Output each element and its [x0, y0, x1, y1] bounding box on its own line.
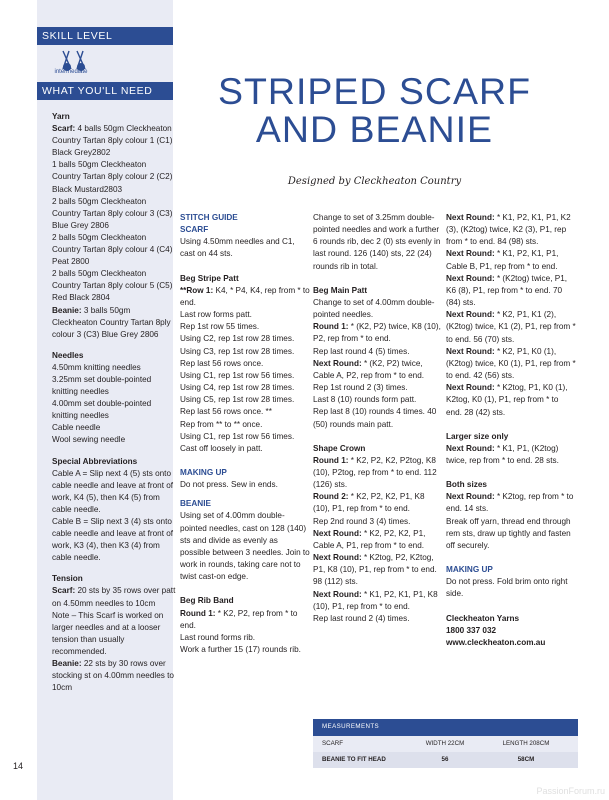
round-instruction: Next Round: * K2, P2, K2, P1, Cable A, P1, rep from * to end. [313, 528, 426, 550]
round-instruction: Round 1: * K2, P2, K2, P2tog, K8 (10), P2tog, rep from * to end. 112 (126) sts. [313, 455, 437, 490]
instruction-line: Rep from ** to ** once. [180, 419, 263, 429]
contact-phone: 1800 337 032 [446, 625, 497, 635]
instruction-text: Using 4.50mm needles and C1, cast on 44 sts. [180, 237, 295, 259]
pattern-column-1 [180, 212, 310, 656]
contact-name: Cleckheaton Yarns [446, 613, 520, 623]
instruction-line: Using C5, rep 1st row 28 times. [180, 395, 295, 405]
yarn-line: 1 balls 50gm Cleckheaton Country Tartan 8ply colour 2 (C2) Black Mustard2803 [52, 160, 173, 194]
instruction-text: Rep last round 2 (4) times. [313, 613, 410, 623]
round-instruction: Next Round: * K1, P2, K1, P1, K2 (3), (K2tog) twice, K2 (3), P1, rep from * to end. 84 (98) sts. [446, 213, 571, 247]
instruction-line: Rep last 56 rows once. ** [180, 407, 272, 417]
scarf-length: LENGTH 208CM [502, 740, 550, 747]
round-instruction: Next Round: * K2tog, P2, K2tog, P1, K8 (10), P1, rep from * to end. 98 (112) sts. [313, 553, 437, 587]
shape-crown-heading: Shape Crown [313, 443, 366, 453]
making-up-heading: MAKING UP [446, 565, 493, 575]
round-instruction: Next Round: * K2, P1, K0 (1), (K2tog) twice, K0 (1), P1, rep from * to end. 42 (56) sts. [446, 346, 576, 381]
page-title: STRIPED SCARF AND BEANIE [217, 70, 532, 150]
main-patt-heading: Beg Main Patt [313, 285, 368, 295]
round-instruction: Next Round: * (K2, P2) twice, Cable A, P2, rep from * to end. [313, 358, 425, 380]
scarf-label: SCARF [322, 740, 343, 747]
designer-byline: Designed by Cleckheaton Country [287, 176, 462, 187]
instruction-line: Rep last 56 rows once. [180, 358, 264, 368]
instruction-line: Cast off loosely in patt. [180, 443, 263, 453]
skill-level-value: intermediate [54, 69, 88, 75]
contact-website[interactable]: www.cleckheaton.com.au [446, 637, 546, 647]
round-instruction: Next Round: * K2tog, P1, K0 (1), K2tog, K0 (1), P1, rep from * to end. 28 (42) sts. [446, 383, 568, 417]
scarf-width: WIDTH 22CM [425, 740, 465, 747]
yarn-scarf: Scarf: 4 balls 50gm Cleckheaton Country Tartan 8ply colour 1 (C1) Black Grey2802 [52, 124, 173, 158]
making-up-heading: MAKING UP [180, 467, 227, 477]
scarf-heading: SCARF [180, 225, 209, 235]
pattern-column-3 [446, 212, 576, 649]
needles-heading: Needles [52, 350, 84, 360]
beanie-label: BEANIE TO FIT HEAD [322, 756, 386, 763]
both-sizes-heading: Both sizes [446, 480, 487, 490]
instruction-text: Rep 1st round 2 (3) times. [313, 383, 408, 393]
tension-heading: Tension [52, 574, 83, 584]
round-instruction: Next Round: * K1, P2, K1, P1, Cable B, P1, rep from * to end. [446, 249, 559, 271]
instruction-line: Using C2, rep 1st row 28 times. [180, 334, 295, 344]
rib-band-heading: Beg Rib Band [180, 596, 234, 606]
instruction-line: Using C3, rep 1st row 28 times. [180, 346, 295, 356]
tension-note: Note – This Scarf is worked on larger needles and at a looser tension than usually recommended. [52, 610, 164, 656]
page-number: 14 [13, 761, 24, 771]
stripe-patt-heading: Beg Stripe Patt [180, 273, 239, 283]
beanie-size-1: 56 [441, 756, 449, 763]
instruction-line: Rep 1st row 55 times. [180, 322, 260, 332]
needle-item: Wool sewing needle [52, 435, 126, 445]
round-instruction: Round 1: * (K2, P2) twice, K8 (10), P2, rep from * to end. [313, 322, 441, 344]
instruction-line: Last row forms patt. [180, 310, 252, 320]
instruction-text: Break off yarn, thread end through rem sts, draw up tightly and fasten off securely. [446, 516, 571, 550]
instruction-text: Work a further 15 (17) rounds rib. [180, 645, 301, 654]
instruction-text: Last round forms rib. [180, 632, 256, 642]
instruction-line: Using C1, rep 1st row 56 times. [180, 431, 295, 441]
needle-item: 4.00mm set double-pointed knitting needles [52, 399, 152, 421]
instruction-text: Rep 2nd round 3 (4) times. [313, 516, 411, 526]
needle-item: Cable needle [52, 423, 101, 433]
round-instruction: Round 2: * K2, P2, K2, P1, K8 (10), P1, rep from * to end. [313, 492, 425, 514]
yarn-line: 2 balls 50gm Cleckheaton Country Tartan 8ply colour 3 (C3) Blue Grey 2806 [52, 196, 173, 230]
what-you-need-heading: WHAT YOU'LL NEED [37, 82, 173, 100]
abbreviation-item: Cable B = Slip next 3 (4) sts onto cable needle and leave at front of work, K3 (4), then K3 (4) from cable needle. [52, 517, 174, 563]
row-instruction: **Row 1: K4, * P4, K4, rep from * to end. [180, 285, 310, 307]
needle-item: 4.50mm knitting needles [52, 362, 141, 372]
instruction-text: Rep last round 4 (5) times. [313, 346, 410, 356]
instruction-line: Using C1, rep 1st row 56 times. [180, 370, 295, 380]
instruction-text: Change to set of 3.25mm double-pointed needles and work a further 6 rounds rib, dec 2 (0) sts evenly in last round. 126 (140) sts, 22 (24) rounds rib in total. [313, 213, 441, 271]
round-instruction: Next Round: * K2tog, rep from * to end. 14 sts. [446, 492, 574, 514]
instruction-text: Do not press. Fold brim onto right side. [446, 577, 568, 599]
yarn-heading: Yarn [52, 112, 70, 121]
measurements-heading: MEASUREMENTS [313, 719, 578, 736]
tension-scarf: Scarf: 20 sts by 35 rows over patt on 4.50mm needles to 10cm [52, 586, 176, 608]
table-row [313, 752, 578, 768]
instruction-text: Last 8 (10) rounds form patt. [313, 395, 417, 405]
larger-size-heading: Larger size only [446, 431, 509, 441]
materials-list [52, 111, 176, 694]
beanie-size-2: 58CM [517, 756, 535, 763]
yarn-beanie: Beanie: 3 balls 50gm Cleckheaton Country Tartan 8ply colour 3 (C3) Blue Grey 2806 [52, 305, 171, 339]
skill-level-heading: SKILL LEVEL [37, 27, 173, 45]
measurements-table [313, 719, 578, 768]
instruction-text: Change to set of 4.00mm double-pointed needles. [313, 297, 435, 320]
round-instruction: Next Round: * (K2tog) twice, P1, K6 (8), P1, rep from * to end. 70 (84) sts. [446, 273, 568, 308]
instruction-text: Rep last 8 (10) rounds 4 times. 40 (50) rounds main patt. [313, 407, 437, 429]
table-row [313, 736, 578, 752]
yarn-line: 2 balls 50gm Cleckheaton Country Tartan 8ply colour 5 (C5) Red Black 2804 [52, 269, 173, 303]
tension-beanie: Beanie: 22 sts by 30 rows over stocking st on 4.00mm needles to 10cm [52, 659, 174, 693]
pattern-column-2 [313, 212, 443, 625]
round-instruction: Next Round: * K1, P1, (K2tog) twice, rep from * to end. 28 sts. [446, 443, 559, 465]
abbreviation-item: Cable A = Slip next 4 (5) sts onto cable needle and leave at front of work, K4 (5), then K4 (5) from cable needle. [52, 468, 174, 514]
instruction-text: Using set of 4.00mm double-pointed needles, cast on 128 (140) sts and divide as evenly as possible between 3 needles. Join to work in rounds, taking care not to twist cast-on edge. [180, 511, 310, 582]
instruction-line: Using C4, rep 1st row 28 times. [180, 383, 295, 393]
round-instruction: Next Round: * K1, P2, K1, P1, K8 (10), P1, rep from * to end. [313, 589, 438, 611]
yarn-line: 2 balls 50gm Cleckheaton Country Tartan 8ply colour 4 (C4) Peat 2800 [52, 232, 173, 267]
round-instruction: Next Round: * K2, P1, K1 (2), (K2tog) twice, K1 (2), P1, rep from * to end. 56 (70) sts. [446, 310, 576, 344]
beanie-heading: BEANIE [180, 499, 211, 509]
sidebar [37, 0, 176, 800]
abbreviations-heading: Special Abbreviations [52, 456, 138, 466]
stitch-guide-heading: STITCH GUIDE [180, 213, 238, 222]
instruction-text: Do not press. Sew in ends. [180, 480, 278, 490]
round-instruction: Round 1: * K2, P2, rep from * to end. [180, 608, 298, 630]
needle-item: 3.25mm set double-pointed knitting needles [52, 374, 152, 397]
watermark: PassionForum.ru [536, 786, 605, 796]
